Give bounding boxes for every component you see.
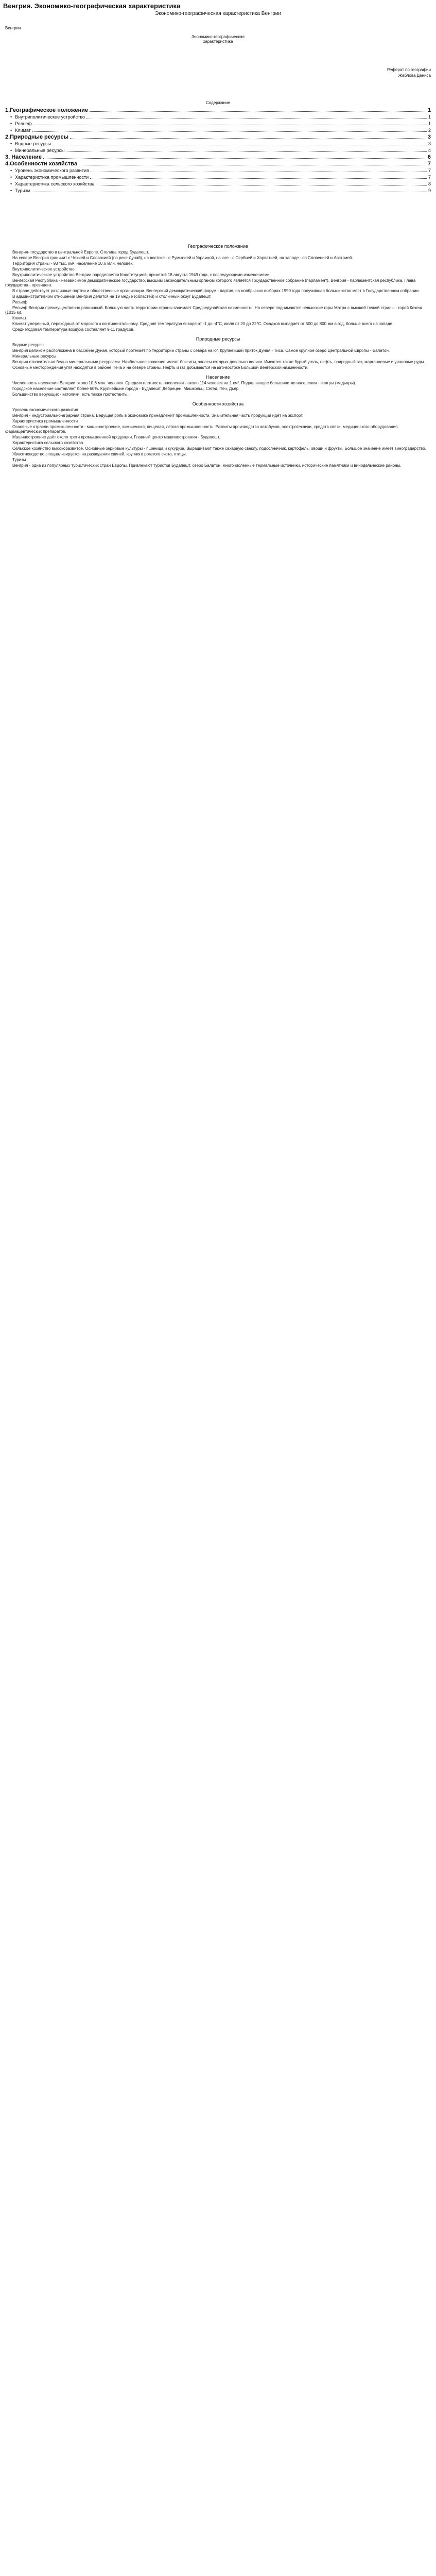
toc-entry[interactable] xyxy=(5,147,431,154)
toc-entry-page: 8 xyxy=(428,181,431,187)
paragraph: Животноводство специализируется на разведении свиней, крупного рогатого скота, птицы. xyxy=(12,452,187,456)
section-title: Географическое положение xyxy=(188,244,248,249)
toc-entry-page: 7 xyxy=(428,175,431,180)
toc-entry-page: 3 xyxy=(428,141,431,146)
document-subtitle: Экономико-географическая характеристика Венгрии xyxy=(155,11,281,16)
toc-entry-label: 3. Население xyxy=(5,154,42,160)
paragraph: Уровень экономического развития xyxy=(12,408,78,412)
toc-leader-dots xyxy=(53,141,427,145)
toc-entry-label: • Уровень экономического развития xyxy=(5,167,89,174)
paragraph: Городское население составляет более 60%. Крупнейшие города - Будапешт, Дебрецен, Мишкольц, Сегед, Печ, Дьёр. xyxy=(12,386,240,391)
toc-entry[interactable] xyxy=(5,161,431,167)
toc-leader-dots xyxy=(96,181,427,185)
toc-entry[interactable] xyxy=(5,174,431,181)
toc-entry-label: • Климат xyxy=(5,127,31,134)
paragraph: Водные ресурсы xyxy=(12,343,45,347)
cover-country: Венгрия xyxy=(5,26,21,30)
toc-leader-dots xyxy=(32,188,427,192)
section xyxy=(5,375,431,397)
toc-entry-label: • Рельеф xyxy=(5,121,32,127)
paragraph: Климат умеренный, переходный от морского к континентальному. Средняя температура января от -1 до -4°С, июля от 20 до 22°С. Осадков выпадает от 500 до 800 мм в год, больше всего на западе. xyxy=(12,321,394,326)
section xyxy=(5,337,431,370)
toc-leader-dots xyxy=(86,114,427,118)
paragraph: Рельеф xyxy=(12,300,28,304)
toc-leader-dots xyxy=(32,127,427,132)
paragraph: Большинство верующих - католики, есть также протестанты. xyxy=(12,392,129,397)
paragraph: Венгерская Республика - независимое демократическое государство, высшим законодательным органом которого является Государственное собрание (парламент). Венгрия - парламентская республика. Глава государства - президент. xyxy=(5,278,416,287)
document-body xyxy=(5,242,431,473)
paragraph: В административном отношении Венгрия делится на 19 медье (областей) и столичный округ Будапешт. xyxy=(12,294,212,299)
paragraph: Численность населения Венгрии около 10,6 млн. человек. Средняя плотность населения - около 114 человек на 1 км². Подавляющее большинство населения - венгры (мадьяры). xyxy=(12,381,356,385)
cover-work-type-line1: Экономико-географическая xyxy=(191,35,245,39)
paragraph: Рельеф Венгрии преимущественно равнинный. Большую часть территории страны занимает Среднедунайская низменность. На севере поднимаются невысокие горы Матра с высшей точкой страны - горой Кекеш (1015 м). xyxy=(5,306,422,315)
toc-entry[interactable] xyxy=(5,114,431,121)
toc-entry[interactable] xyxy=(5,121,431,127)
toc-entry[interactable] xyxy=(5,107,431,114)
paragraph: Венгрия относительно бедна минеральными ресурсами. Наибольшее значение имеют бокситы, запасы которых довольно велики. Имеются также бурый уголь, нефть, природный газ, марганцевые и урановые руды. xyxy=(12,360,425,364)
paragraph: Венгрия- государство в центральной Европе. Столица город Будапешт. xyxy=(12,250,149,255)
paragraph: Туризм xyxy=(12,457,26,462)
toc-entry[interactable] xyxy=(5,167,431,174)
toc-entry-page: 2 xyxy=(428,128,431,133)
paragraph: Характеристика промышленности xyxy=(12,419,78,423)
paragraph: Внутриполитическое устройство xyxy=(12,267,75,272)
section xyxy=(5,402,431,468)
toc-entry-page: 1 xyxy=(428,121,431,126)
table-of-contents xyxy=(5,100,431,194)
toc-leader-dots xyxy=(90,174,427,179)
toc-entry-page: 6 xyxy=(427,154,431,160)
paragraph: На севере Венгрия граничит с Чехией и Словакией (по реке Дунай), на востоке - с Румынией и Украиной, на юге - с Сербией и Хорватией, на западе - со Словенией и Австрией. xyxy=(12,256,353,260)
paragraph: Территория страны - 93 тыс. км², население 10,6 млн. человек. xyxy=(12,261,134,266)
toc-leader-dots xyxy=(33,121,427,125)
section xyxy=(5,244,431,332)
toc-leader-dots xyxy=(43,154,426,159)
toc-leader-dots xyxy=(79,161,426,165)
cover-work-type xyxy=(5,35,431,44)
cover-author: Жаблова Дениса xyxy=(398,73,431,78)
paragraph: Венгрия целиком расположена в бассейне Дуная, который протекает по территории страны с севера на юг. Крупнейший приток Дуная - Тиса. Самое крупное озеро Центральной Европы - Балатон. xyxy=(12,348,390,353)
toc-entry[interactable] xyxy=(5,141,431,147)
toc-entry[interactable] xyxy=(5,188,431,194)
toc-entry-page: 3 xyxy=(427,134,431,140)
document-header xyxy=(3,0,433,16)
paragraph: Внутриполитическое устройство Венгрии определяется Конституцией, принятой 18 августа 1949 года, с последующими изменениями. xyxy=(12,273,271,277)
toc-entry-label: • Водные ресурсы xyxy=(5,141,51,147)
paragraph: Климат xyxy=(12,316,27,320)
toc-entry-label: 4.Особенности хозяйства xyxy=(5,161,77,167)
toc-entry-page: 1 xyxy=(428,114,431,120)
paragraph: Основные месторождения угля находятся в районе Печа и на севере страны. Нефть и газ добываются на юго-востоке Большой Венгерской низменности. xyxy=(12,365,309,370)
paragraph: В стране действует различные партии и общественные организации. Венгерский демократический форум - партия, на ноябрьских выборах 1990 года получившая большинство мест в Государственном собрании. xyxy=(12,289,420,293)
toc-entry-page: 7 xyxy=(428,168,431,173)
toc-entry[interactable] xyxy=(5,154,431,161)
toc-entry-label: 1.Географическое положение xyxy=(5,107,89,113)
toc-leader-dots xyxy=(91,167,427,172)
section-title: Население xyxy=(206,375,230,380)
toc-entry-label: • Внутриполитическое устройство xyxy=(5,114,85,121)
toc-entry[interactable] xyxy=(5,127,431,134)
paragraph: Сельское хозяйство высокоразвитое. Основные зерновые культуры - пшеница и кукуруза. Выращивают также сахарную свёклу, подсолнечник, картофель, овощи и фрукты. Большое значение имеет виноградарство. xyxy=(12,446,426,451)
cover-work-type-line2: характеристика xyxy=(203,39,233,44)
toc-list xyxy=(5,107,431,194)
document-title: Венгрия. Экономико-географическая характеристика xyxy=(3,2,181,10)
toc-heading: Содержание xyxy=(206,100,230,105)
paragraph: Среднегодовая температура воздуха составляет 9-11 градусов. xyxy=(12,327,135,332)
paragraph: Характеристика сельского хозяйства xyxy=(12,440,83,445)
toc-entry-label: • Туризм xyxy=(5,188,30,194)
cover-report-line: Реферат по географии xyxy=(387,67,431,72)
section-title: Особенности хозяйства xyxy=(192,401,244,406)
toc-entry-page: 1 xyxy=(427,107,431,113)
toc-entry-page: 4 xyxy=(428,148,431,153)
toc-entry-page: 9 xyxy=(428,188,431,193)
paragraph: Венгрия - индустриально-аграрная страна. Ведущая роль в экономике принадлежит промышленности. Значительная часть продукции идёт на экспорт. xyxy=(12,413,304,418)
toc-entry[interactable] xyxy=(5,134,431,141)
toc-entry[interactable] xyxy=(5,181,431,188)
paragraph: Машиностроение даёт около трети промышленной продукции. Главный центр машиностроения - Будапешт. xyxy=(12,435,220,439)
cover-block xyxy=(5,26,431,78)
toc-leader-dots xyxy=(90,107,426,112)
section-title: Природные ресурсы xyxy=(196,336,240,342)
toc-entry-label: • Характеристика промышленности xyxy=(5,174,89,181)
toc-leader-dots xyxy=(66,147,427,152)
toc-entry-label: • Характеристика сельского хозяйства xyxy=(5,181,94,188)
paragraph: Минеральные ресурсы xyxy=(12,354,57,359)
toc-leader-dots xyxy=(70,134,426,139)
paragraph: Основные отрасли промышленности - машиностроение, химическая, пищевая, лёгкая промышленность. Развиты производство автобусов, электротехники, средств связи, медицинского оборудования, фармацевтических препаратов. xyxy=(5,425,399,434)
paragraph: Венгрия - одна из популярных туристических стран Европы. Привлекают туристов Будапешт, озеро Балатон, многочисленные термальные источники, исторические памятники и винодельческие районы. xyxy=(12,463,402,468)
toc-entry-label: • Минеральные ресурсы xyxy=(5,147,64,154)
toc-entry-label: 2.Природные ресурсы xyxy=(5,134,69,140)
toc-entry-page: 7 xyxy=(427,161,431,167)
